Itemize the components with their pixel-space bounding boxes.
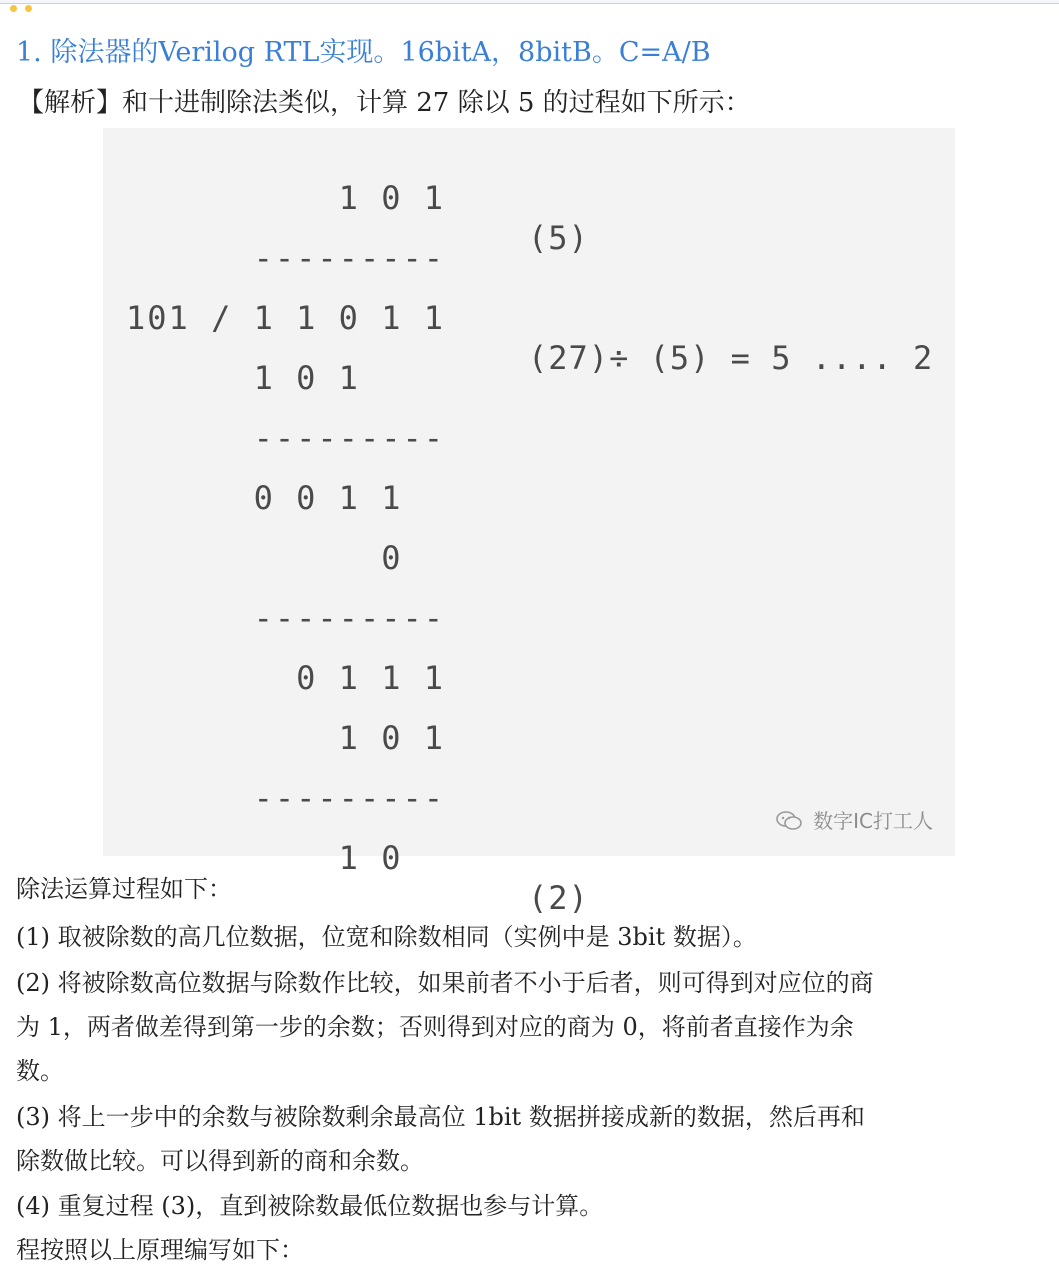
code-line-right: (2) xyxy=(528,879,589,917)
code-line xyxy=(103,378,955,457)
code-line-left: --------- xyxy=(253,419,445,457)
code-line xyxy=(103,318,955,397)
code-line-left: 0 0 1 1 xyxy=(253,479,445,517)
paragraph: 除法运算过程如下： xyxy=(16,875,232,903)
code-line-right: (27)÷ (5) = 5 .... 2 xyxy=(528,339,934,377)
code-line-left: 0 1 1 1 xyxy=(296,659,445,697)
decorative-dots xyxy=(10,0,50,5)
paragraph: (1) 取被除数的高几位数据，位宽和除数相同（实例中是 3bit 数据）。 xyxy=(16,923,757,951)
paragraph: 除数做比较。可以得到新的商和余数。 xyxy=(16,1147,424,1175)
code-line-left: 1 0 1 xyxy=(253,359,445,397)
code-line xyxy=(103,498,955,577)
code-line xyxy=(103,198,955,277)
watermark-text: 数字IC打工人 xyxy=(813,809,933,833)
paragraph: (2) 将被除数高位数据与除数作比较，如果前者不小于后者，则可得到对应位的商 xyxy=(16,969,874,997)
code-line xyxy=(103,258,955,377)
paragraph: (4) 重复过程 (3)，直到被除数最低位数据也参与计算。 xyxy=(16,1192,604,1220)
code-line-right: (5) xyxy=(528,219,589,257)
code-line-left: --------- xyxy=(253,779,445,817)
code-line xyxy=(103,678,955,757)
intro-text: 【解析】和十进制除法类似，计算 27 除以 5 的过程如下所示： xyxy=(18,88,751,118)
watermark xyxy=(775,805,933,834)
code-line xyxy=(103,738,955,817)
code-line-left: --------- xyxy=(253,239,445,277)
code-line-left: 1 0 xyxy=(338,839,445,877)
code-line xyxy=(103,558,955,637)
code-line-left: --------- xyxy=(253,599,445,637)
section-title: 1. 除法器的Verilog RTL实现。16bitA，8bitB。C=A/B xyxy=(16,37,711,68)
paragraph: 为 1，两者做差得到第一步的余数；否则得到对应的商为 0，将前者直接作为余 xyxy=(16,1013,854,1041)
top-rule xyxy=(0,0,1059,4)
paragraph: (3) 将上一步中的余数与被除数剩余最高位 1bit 数据拼接成新的数据，然后再和 xyxy=(16,1103,865,1131)
code-line-left: 101 / 1 1 0 1 1 xyxy=(126,299,445,337)
code-line xyxy=(103,438,955,517)
code-line-left: 1 0 1 xyxy=(338,719,445,757)
code-line-left: 0 xyxy=(381,539,445,577)
paragraph: 数。 xyxy=(16,1057,64,1085)
code-line xyxy=(103,618,955,697)
paragraph: 程按照以上原理编写如下： xyxy=(16,1236,304,1264)
wechat-icon xyxy=(775,810,803,832)
code-line xyxy=(103,138,955,257)
code-line-left: 1 0 1 xyxy=(338,179,445,217)
